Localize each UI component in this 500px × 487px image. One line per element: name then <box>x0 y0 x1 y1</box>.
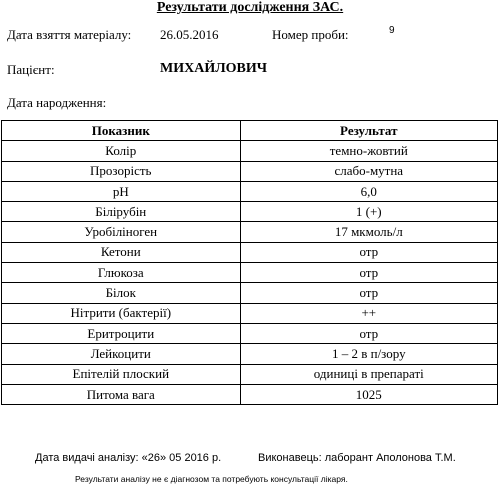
birth-date-label: Дата народження: <box>7 95 107 110</box>
sample-date-value: 26.05.2016 <box>160 27 219 42</box>
table-row <box>2 283 498 303</box>
header-result: Результат <box>240 121 497 141</box>
indicator-cell: Нітрити (бактерії) <box>2 303 241 323</box>
result-cell: отр <box>240 242 497 262</box>
issue-date: Дата видачі аналізу: «26» 05 2016 р. <box>35 452 222 464</box>
table-row <box>2 141 498 161</box>
indicator-cell: Лейкоцити <box>2 344 241 364</box>
table-row <box>2 384 498 404</box>
table-row <box>2 161 498 181</box>
result-cell: 17 мкмоль/л <box>240 222 497 242</box>
result-cell: 1 – 2 в п/зору <box>240 344 497 364</box>
result-cell: слабо-мутна <box>240 161 497 181</box>
table-row <box>2 364 498 384</box>
header-indicator: Показник <box>2 121 241 141</box>
indicator-cell: Білірубін <box>2 202 241 222</box>
result-cell: ++ <box>240 303 497 323</box>
indicator-cell: pH <box>2 181 241 201</box>
indicator-cell: Еритроцити <box>2 323 241 343</box>
sample-number-label: Номер проби: <box>272 27 349 42</box>
results-table <box>1 120 498 405</box>
table-row <box>2 242 498 262</box>
indicator-cell: Кетони <box>2 242 241 262</box>
sample-number-value: 9 <box>389 25 395 36</box>
disclaimer: Результати аналізу не є діагнозом та потребують консультації лікаря. <box>75 474 348 484</box>
indicator-cell: Білок <box>2 283 241 303</box>
document-title: Результати дослідження ЗАС. <box>156 0 344 15</box>
result-cell: отр <box>240 283 497 303</box>
indicator-cell: Уробіліноген <box>2 222 241 242</box>
result-cell: 6,0 <box>240 181 497 201</box>
result-cell: 1 (+) <box>240 202 497 222</box>
indicator-cell: Колір <box>2 141 241 161</box>
performer: Виконавець: лаборант Аполонова Т.М. <box>258 452 456 464</box>
indicator-cell: Епітелій плоский <box>2 364 241 384</box>
table-header-row <box>2 121 498 141</box>
indicator-cell: Глюкоза <box>2 263 241 283</box>
result-cell: одиниці в препараті <box>240 364 497 384</box>
table-row <box>2 263 498 283</box>
table-row <box>2 222 498 242</box>
sample-date-label: Дата взяття матеріалу: <box>7 27 132 42</box>
table-row <box>2 323 498 343</box>
result-cell: 1025 <box>240 384 497 404</box>
patient-label: Пацієнт: <box>7 62 55 77</box>
result-cell: темно-жовтий <box>240 141 497 161</box>
result-cell: отр <box>240 263 497 283</box>
indicator-cell: Питома вага <box>2 384 241 404</box>
indicator-cell: Прозорість <box>2 161 241 181</box>
result-cell: отр <box>240 323 497 343</box>
table-row <box>2 344 498 364</box>
table-row <box>2 202 498 222</box>
patient-name: МИХАЙЛОВИЧ <box>160 61 268 76</box>
table-row <box>2 181 498 201</box>
table-row <box>2 303 498 323</box>
